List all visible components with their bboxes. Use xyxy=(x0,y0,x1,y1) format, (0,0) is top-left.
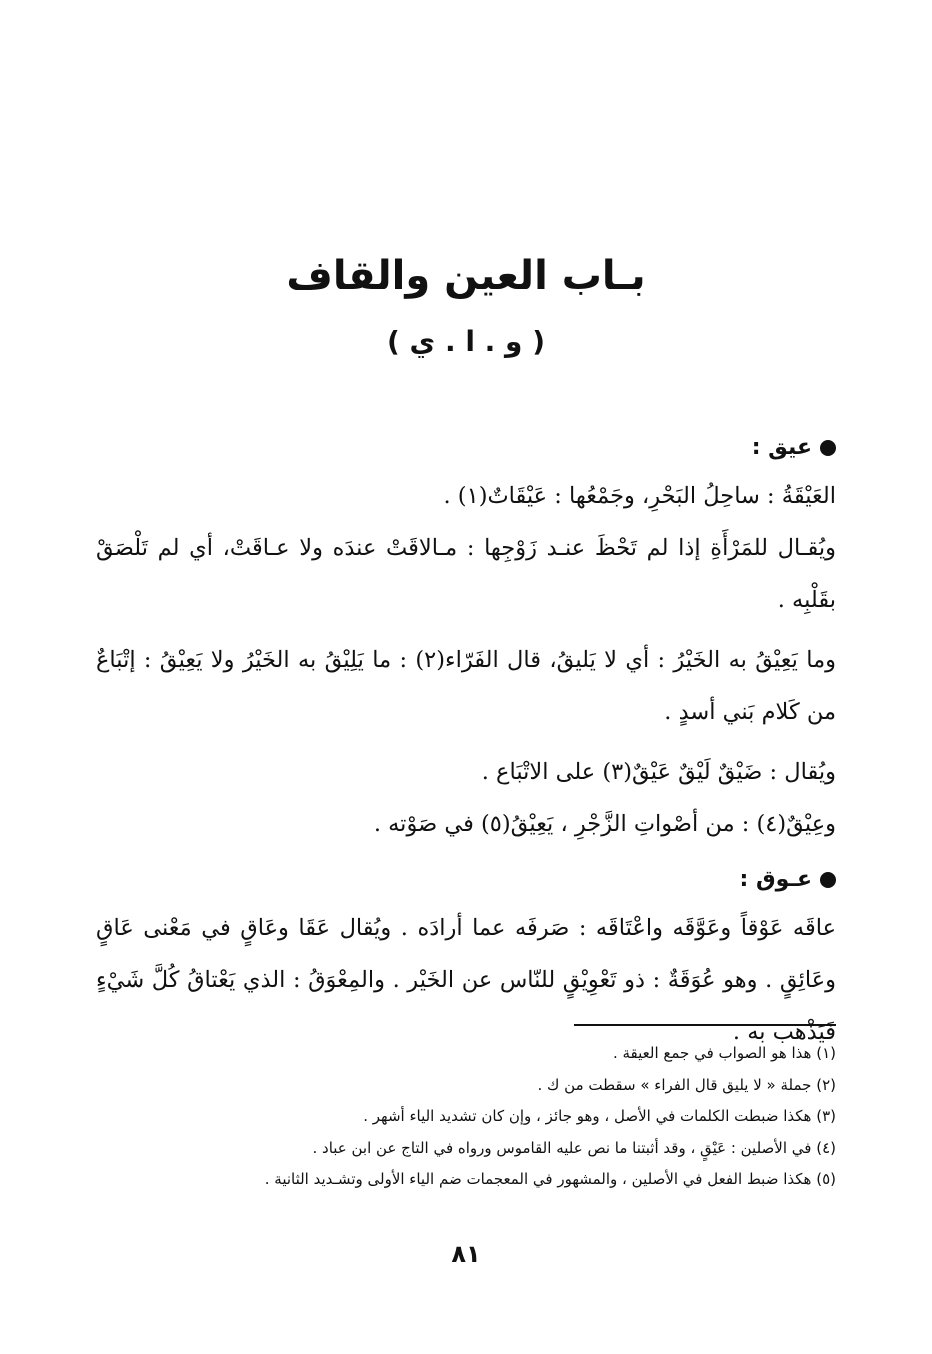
paragraph: ويُقال : ضَيْقٌ لَيْقٌ عَيْقٌ(٣) على الاتْبَاع . xyxy=(481,759,836,785)
bullet-icon xyxy=(820,440,836,456)
chapter-subtitle: ( و . ا . ي ) xyxy=(386,325,546,358)
main-text xyxy=(96,420,836,1058)
chapter-title: بـاب العين والقاف xyxy=(286,253,646,299)
paragraph: وما يَعِيْقُ به الخَيْرُ : أي لا يَليقُ، قال الفَرّاء(٢) : ما يَلِيْقُ به الخَيْرُ ولا يَعِيْقُ : إتْبَاعٌ من كَلام بَني أسدٍ . xyxy=(96,647,836,725)
paragraph: وعِيْقٌ(٤) : من أصْواتِ الزَّجْرِ ، يَعِيْقُ(٥) في صَوْته . xyxy=(373,811,836,837)
paragraph: العَيْقَةُ : ساحِلُ البَحْرِ، وجَمْعُها : عَيْقَاتٌ(١) . xyxy=(443,483,836,509)
footnote: (٢) جملة « لا يليق قال الفراء » سقطت من ك . xyxy=(537,1075,836,1094)
bullet-icon xyxy=(820,872,836,888)
footnotes xyxy=(96,1038,836,1196)
paragraph: عاقَه عَوْقاً وعَوَّقَه واعْتَاقَه : صَرفَه عما أرادَه . ويُقال عَقَا وعَاقٍ في مَعْنى عَاقٍ وعَائِقٍ . وهو عُوَقَةٌ : ذو تَعْوِيْقٍ للنّاس عن الخَيْر . والمِعْوَقُ : الذي يَعْتاقُ كُلَّ شَيْءٍ فَيَذْهب به . xyxy=(96,915,836,1045)
footnote: (٥) هكذا ضبط الفعل في الأصلين ، والمشهور في المعجمات ضم الياء الأولى وتشـديد الثانية . xyxy=(264,1170,836,1188)
section-heading: عـوق : xyxy=(96,858,836,902)
footnote: (١) هذا هو الصواب في جمع العيقة . xyxy=(612,1044,836,1062)
section-heading: عيق : xyxy=(96,426,836,470)
footnote: (٣) هكذا ضبطت الكلمات في الأصل ، وهو جائز ، وإن كان تشديد الياء أشهر . xyxy=(363,1107,836,1125)
footnote: (٤) في الأصلين : عَيْقٍ ، وقد أثبتنا ما نص عليه القاموس ورواه في التاج عن ابن عباد . xyxy=(312,1138,836,1157)
page-number: ٨١ xyxy=(451,1240,481,1268)
footnote-divider xyxy=(574,1024,836,1026)
paragraph: ويُقـال للمَرْأَةِ إذا لم تَحْظَ عنـد زَوْجِها : مـالاقَتْ عندَه ولا عـاقَتْ، أي لم تَلْصَقْ بقَلْبِه . xyxy=(96,535,836,613)
